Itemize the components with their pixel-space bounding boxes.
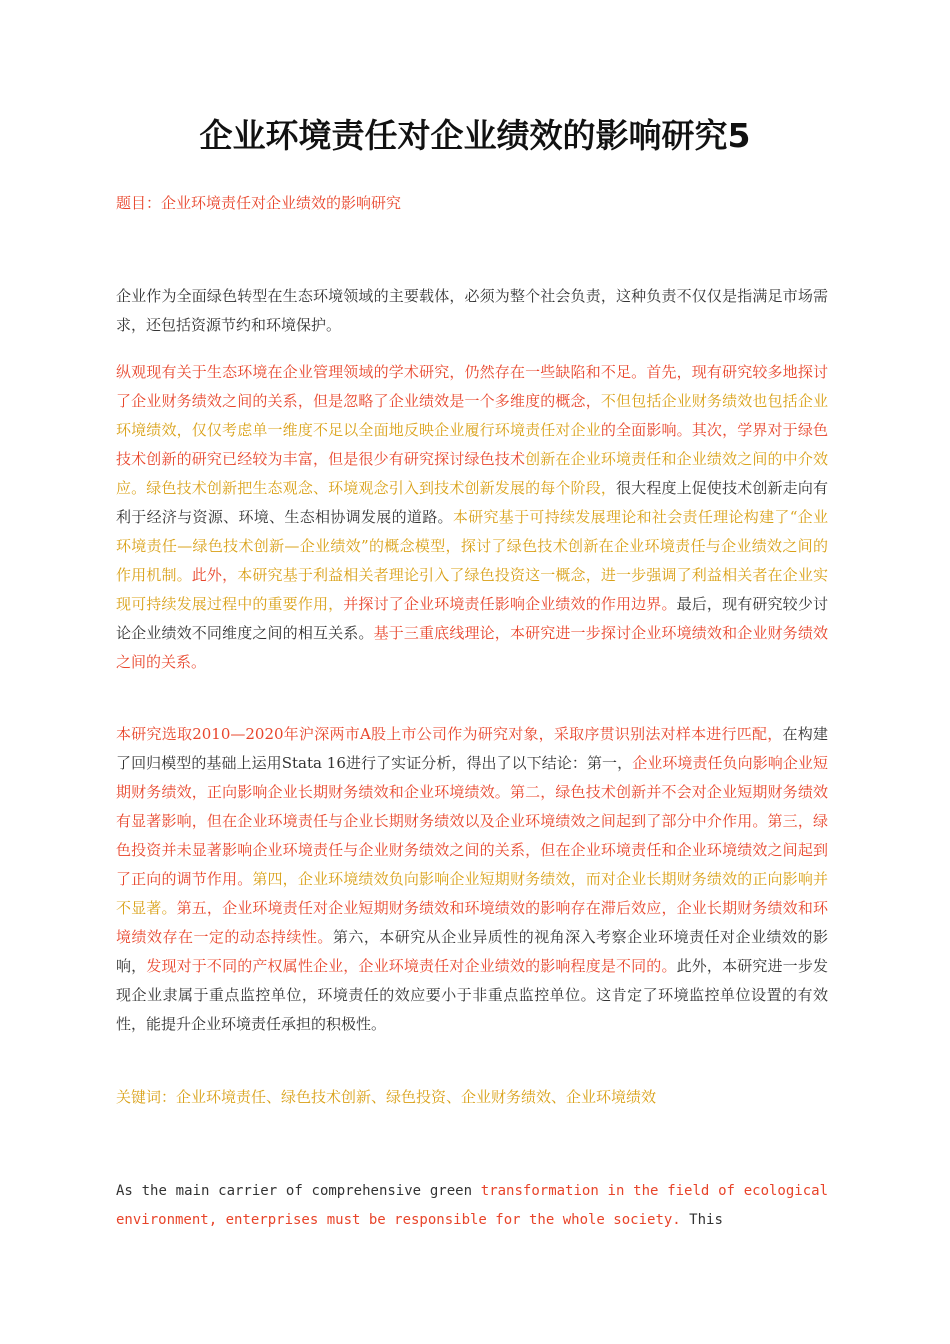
- intro-paragraph: 企业作为全面绿色转型在生态环境领域的主要载体，必须为整个社会负责，这种负责不仅仅是指满足市场需求，还包括资源节约和环境保护。: [116, 287, 828, 334]
- text-run: This: [680, 1212, 723, 1228]
- text-run: 第六，本研究从企业异质性的视角深入考察企业环境责任对企业绩效的影响，: [116, 928, 828, 975]
- text-run: 企业环境责任负向影响企业短期财务绩效，正向影响企业长期财务绩效和企业环境绩效。第二，绿色技术创新并不会对企业短期财务绩效有显著影响，但在企业环境责任与企业长期财务绩效以及企业环境绩效之间起到了部分中介作用。第三，绿色投资并未显著影响企业环境责任与企业财务绩效之间的关系，但在企业环境责任和企业环境绩效之间起到了正向的调节作用。: [116, 754, 828, 888]
- text-run: 最后，现有研究较少讨论企业绩效不同维度之间的相互关系。: [116, 595, 828, 642]
- text-run: 不但包括企业财务绩效也包括企业环境绩效，仅仅考虑单一维度不足以全面地反映企业履行环境责任对企业: [116, 392, 828, 439]
- text-run: 第五，企业环境责任对企业短期财务绩效和环境绩效的影响存在滞后效应，企业长期财务绩效和环境绩效存在一定的动态持续性。: [116, 899, 828, 946]
- text-run: 基于三重底线理论，本研究进一步探讨企业环境绩效和企业财务绩效之间的关系。: [116, 624, 828, 671]
- text-run: 创新在企业环境责任和企业绩效之间的中介效应。绿色技术创新把生态观念、环境观念引入到技术创新发展的每个阶段，: [116, 450, 828, 497]
- english-abstract-paragraph: [116, 1177, 828, 1235]
- text-run: 发现对于不同的产权属性企业，企业环境责任对企业绩效的影响程度是不同的。: [146, 957, 677, 975]
- text-run: 此外，本研究进一步发现企业隶属于重点监控单位，环境责任的效应要小于非重点监控单位。这肯定了环境监控单位设置的有效性，能提升企业环境责任承担的积极性。: [116, 957, 828, 1033]
- text-run: transformation in the field of ecological environment, enterprises must be responsible for the whole society.: [116, 1183, 829, 1228]
- text-run: 本研究基于利益相关者理论引入了绿色投资这一概念，进一步强调了利益相关者在企业实现可持续发展过程中的重要作用，: [116, 566, 828, 613]
- text-run: 很大程度上促使技术创新走向有利于经济与资源、环境、生态相协调发展的道路。: [116, 479, 828, 526]
- document-title: 企业环境责任对企业绩效的影响研究5: [199, 116, 751, 155]
- text-run: 纵观现有关于生态环境在企业管理领域的学术研究，仍然存在一些缺陷和不足。首先，现有研究较多地探讨了企业财务绩效之间的关系，但是忽略了企业绩效是一个多维度的概念，: [116, 363, 828, 410]
- text-run: 本研究选取2010—2020年沪深两市A股上市公司作为研究对象，采取序贯识别法对样本进行匹配，: [116, 725, 783, 743]
- subject-line: 题目：企业环境责任对企业绩效的影响研究: [116, 194, 402, 212]
- text-run: As the main carrier of comprehensive green: [116, 1183, 481, 1199]
- text-run: 此外，: [191, 566, 238, 584]
- text-run: 本研究基于可持续发展理论和社会责任理论构建了“企业环境责任—绿色技术创新—企业绩效”的概念模型，探讨了绿色技术创新在企业环境责任与企业绩效之间的作用机制。: [116, 508, 828, 584]
- findings-paragraph: [116, 720, 828, 1039]
- research-gap-paragraph: [116, 358, 828, 677]
- text-run: 并探讨了企业环境责任影响企业绩效的作用边界。: [343, 595, 677, 613]
- keywords-line: 关键词：企业环境责任、绿色技术创新、绿色投资、企业财务绩效、企业环境绩效: [116, 1088, 657, 1106]
- text-run: 的全面影响。其次，学界对于绿色技术创新的研究已经较为丰富，但是很少有研究探讨绿色技术: [116, 421, 828, 468]
- text-run: 在构建了回归模型的基础上运用Stata 16进行了实证分析，得出了以下结论：第一，: [116, 725, 828, 772]
- text-run: 第四，企业环境绩效负向影响企业短期财务绩效，而对企业长期财务绩效的正向影响并不显著。: [116, 870, 828, 917]
